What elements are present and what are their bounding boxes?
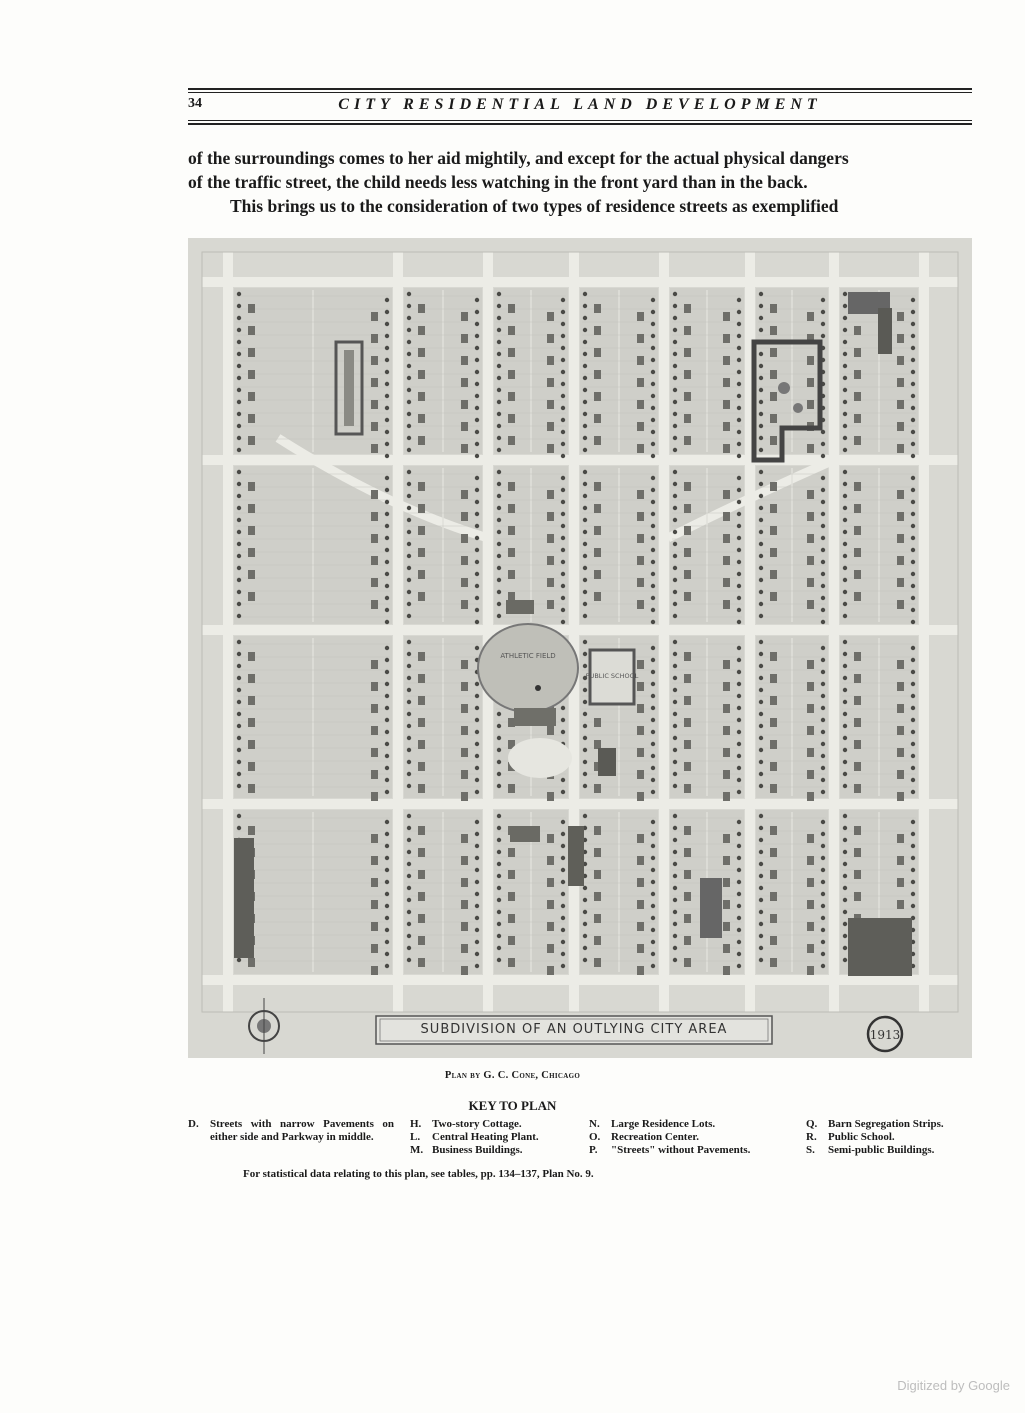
statistical-footnote: For statistical data relating to this plan, see tables, pp. 134–137, Plan No. 9. (243, 1168, 594, 1180)
key-item (410, 1118, 580, 1131)
cartouche-title: SUBDIVISION OF AN OUTLYING CITY AREA (420, 1022, 728, 1037)
key-item (188, 1118, 394, 1144)
key-column-1 (188, 1118, 394, 1144)
body-line-3: This brings us to the consideration of two types of residence streets as exemplified (230, 196, 839, 216)
key-letter: S. (806, 1144, 815, 1156)
running-head: CITY RESIDENTIAL LAND DEVELOPMENT (338, 96, 822, 113)
business-buildings-sw (234, 838, 254, 958)
public-school (586, 650, 639, 704)
header-rule-bottom-thin (188, 120, 972, 121)
key-description: Semi-public Buildings. (828, 1144, 935, 1156)
key-description: Recreation Center. (611, 1131, 699, 1143)
key-letter: O. (589, 1131, 601, 1143)
key-description: Large Residence Lots. (611, 1118, 716, 1130)
key-description: Streets with narrow Pavements on either side and Parkway in middle. (210, 1118, 394, 1143)
header-rule-bottom (188, 123, 972, 125)
key-item (410, 1131, 580, 1144)
key-item (589, 1131, 799, 1144)
key-item (410, 1144, 580, 1157)
title-cartouche (376, 1016, 772, 1044)
key-item (806, 1131, 976, 1144)
key-item (806, 1118, 976, 1131)
key-item (806, 1144, 976, 1157)
header-rule-top-thin (188, 92, 972, 93)
key-description: Public School. (828, 1131, 895, 1143)
key-column-3 (589, 1118, 799, 1157)
body-line-2: of the traffic street, the child needs less watching in the front yard than in the back. (188, 172, 808, 192)
key-letter: N. (589, 1118, 600, 1130)
key-letter: R. (806, 1131, 817, 1143)
body-line-1: of the surroundings comes to her aid mightily, and except for the actual physical dangers (188, 148, 849, 168)
key-letter: Q. (806, 1118, 818, 1130)
key-description: Central Heating Plant. (432, 1131, 539, 1143)
body-text (188, 146, 974, 218)
key-letter: M. (410, 1144, 424, 1156)
key-description: Business Buildings. (432, 1144, 523, 1156)
key-letter: P. (589, 1144, 598, 1156)
key-item (589, 1144, 799, 1157)
header-rule-top (188, 88, 972, 90)
key-title: KEY TO PLAN (468, 1098, 557, 1113)
key-column-2 (410, 1118, 580, 1157)
key-column-4 (806, 1118, 976, 1157)
page-number: 34 (188, 96, 202, 111)
figure-credit: Plan by G. C. Cone, Chicago (444, 1070, 581, 1081)
key-item (589, 1118, 799, 1131)
key-description: "Streets" without Pavements. (611, 1144, 751, 1156)
plan-drawing (188, 238, 972, 1058)
key-letter: L. (410, 1131, 421, 1143)
key-description: Barn Segregation Strips. (828, 1118, 944, 1130)
key-letter: H. (410, 1118, 422, 1130)
athletic-field-label: ATHLETIC FIELD (500, 652, 556, 660)
digitized-watermark: Digitized by Google (897, 1378, 1010, 1393)
page-header (188, 96, 972, 116)
subdivision-plan-figure (188, 238, 972, 1058)
public-school-label: PUBLIC SCHOOL (585, 672, 639, 680)
key-description: Two-story Cottage. (432, 1118, 522, 1130)
seal-text: 1913 (869, 1028, 901, 1042)
key-letter: D. (188, 1118, 199, 1130)
